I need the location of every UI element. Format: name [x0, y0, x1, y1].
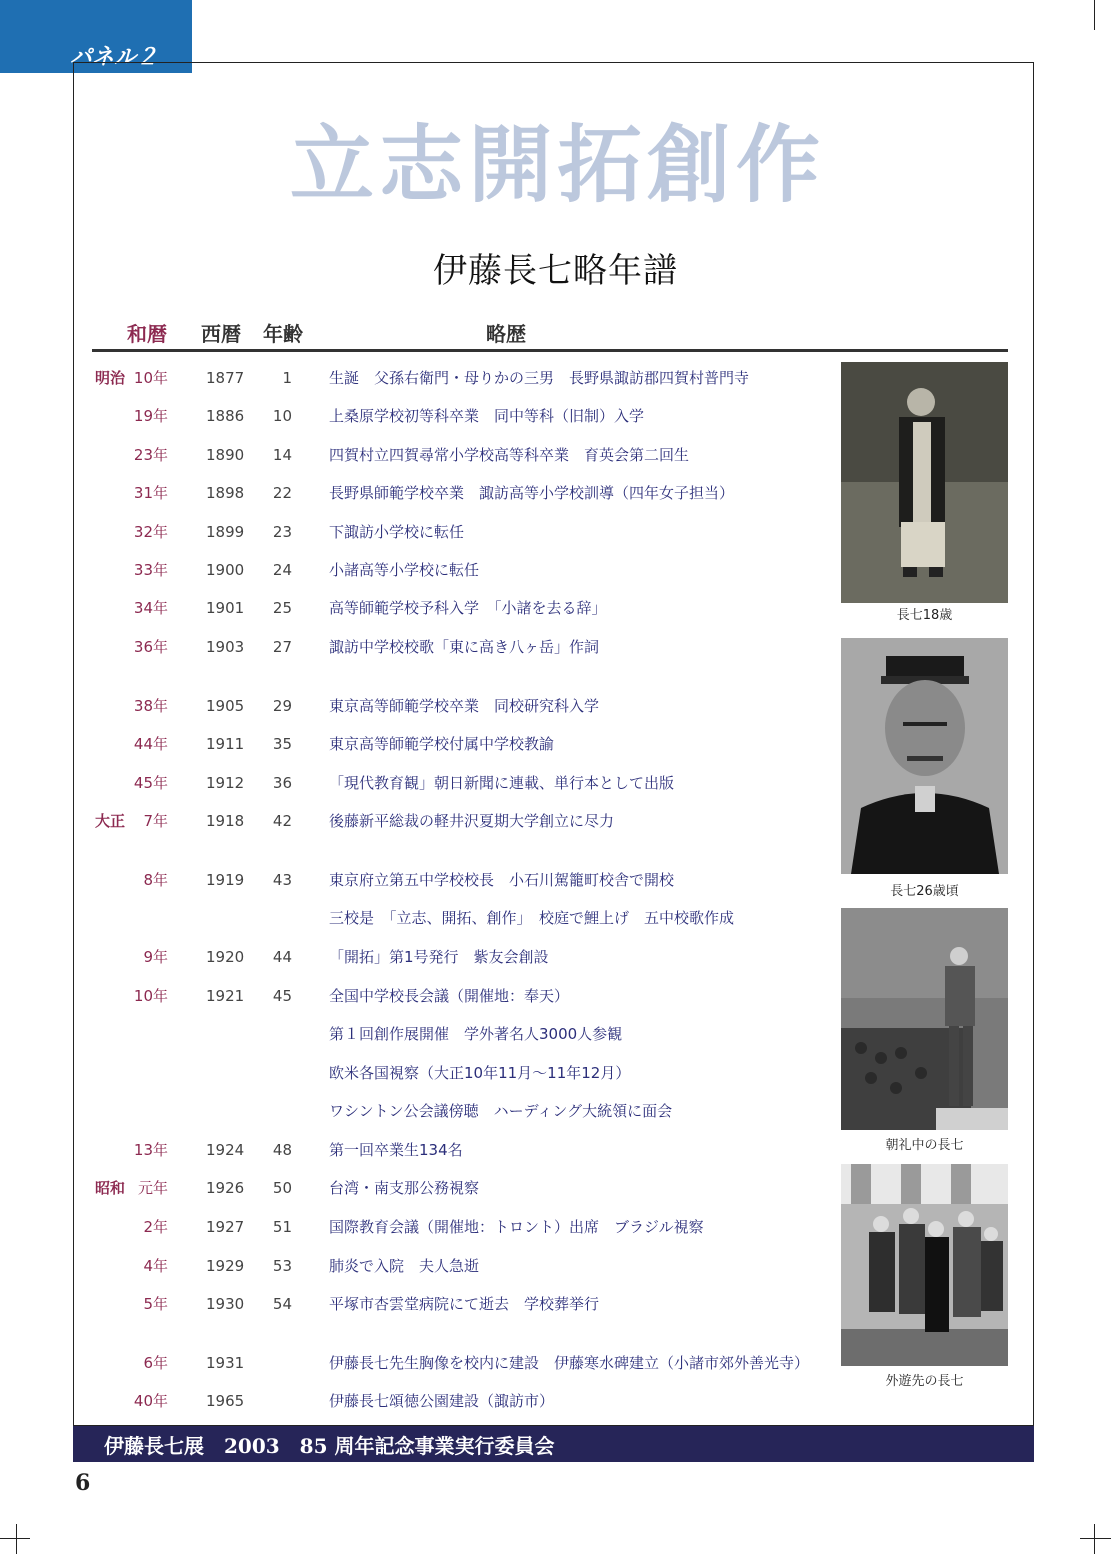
age-value: 43 [272, 871, 292, 889]
age-value: 27 [272, 638, 292, 656]
japanese-year: 44年 [133, 735, 168, 753]
western-year: 1900 [206, 561, 245, 579]
age-value: 25 [272, 599, 292, 617]
group-photo-icon [841, 1164, 1008, 1366]
header-era: 和暦 [127, 322, 167, 346]
timeline-row [0, 1351, 900, 1375]
age-value: 42 [272, 812, 292, 830]
history-text: 小諸高等小学校に転任 [329, 561, 480, 579]
timeline-row [0, 1292, 900, 1316]
history-text: 全国中学校長会議（開催地：奉天） [329, 987, 570, 1005]
western-year: 1926 [206, 1179, 245, 1197]
history-text: 上桑原学校初等科卒業 同中等科（旧制）入学 [329, 407, 645, 425]
western-year: 1918 [206, 812, 245, 830]
timeline-row [0, 694, 900, 718]
photo-age-18 [841, 362, 1008, 603]
history-text: 高等師範学校予科入学 「小諸を去る辞」 [329, 599, 607, 617]
timeline-row [0, 906, 900, 930]
timeline-row [0, 1022, 900, 1046]
portrait-figure-icon [841, 362, 1008, 603]
crop-mark [1080, 1538, 1111, 1539]
history-text: 東京府立第五中学校校長 小石川駕籠町校舎で開校 [329, 871, 675, 889]
western-year: 1919 [206, 871, 245, 889]
japanese-year: 32年 [133, 523, 168, 541]
age-value: 51 [272, 1218, 292, 1236]
japanese-year: 10年 [133, 369, 168, 387]
western-year: 1921 [206, 987, 245, 1005]
timeline-row [0, 443, 900, 467]
timeline-row [0, 809, 900, 833]
history-text: 「現代教育観」朝日新聞に連載、単行本として出版 [329, 774, 675, 792]
motto-char: 志 [379, 115, 464, 214]
photo-caption: 外遊先の長七 [885, 1374, 964, 1389]
timeline-row [0, 984, 900, 1008]
motto-char: 作 [735, 115, 820, 214]
age-value: 1 [282, 369, 292, 387]
western-year: 1920 [206, 948, 245, 966]
footer-text: 伊藤長七展 2003 85 周年記念事業実行委員会 [104, 1434, 555, 1458]
western-year: 1905 [206, 697, 245, 715]
japanese-year: 23年 [133, 446, 168, 464]
history-text: 下諏訪小学校に転任 [329, 523, 465, 541]
japanese-year: 33年 [133, 561, 168, 579]
crop-mark [1094, 1524, 1095, 1554]
japanese-year: 5年 [143, 1295, 168, 1313]
age-value: 22 [272, 484, 292, 502]
era-label: 大正 [95, 812, 126, 830]
japanese-year: 7年 [143, 812, 168, 830]
timeline-row [0, 1389, 900, 1413]
timeline-row [0, 1061, 900, 1085]
crop-mark [0, 1538, 30, 1539]
timeline-row [0, 596, 900, 620]
japanese-year: 31年 [133, 484, 168, 502]
history-text: 諏訪中学校校歌「東に高き八ヶ岳」作詞 [329, 638, 600, 656]
timeline-row [0, 868, 900, 892]
western-year: 1931 [206, 1354, 245, 1372]
western-year: 1886 [206, 407, 245, 425]
panel-label: パネル２ [70, 45, 159, 70]
history-text: 「開拓」第1号発行 紫友会創設 [329, 948, 549, 966]
japanese-year: 45年 [133, 774, 168, 792]
photo-caption: 長七18歳 [896, 608, 953, 623]
photo-abroad [841, 1164, 1008, 1366]
western-year: 1898 [206, 484, 245, 502]
japanese-year: 6年 [143, 1354, 168, 1372]
age-value: 45 [272, 987, 292, 1005]
age-value: 14 [272, 446, 292, 464]
japanese-year: 36年 [133, 638, 168, 656]
header-age: 年齢 [263, 322, 303, 346]
timeline-row [0, 366, 900, 390]
photo-age-26 [841, 638, 1008, 874]
japanese-year: 2年 [143, 1218, 168, 1236]
page-number: 6 [75, 1470, 91, 1496]
age-value: 29 [272, 697, 292, 715]
western-year: 1877 [206, 369, 245, 387]
japanese-year: 8年 [143, 871, 168, 889]
motto-calligraphy [290, 110, 820, 220]
age-value: 48 [272, 1141, 292, 1159]
history-text: 平塚市杏雲堂病院にて逝去 学校葬挙行 [329, 1295, 600, 1313]
timeline-row [0, 558, 900, 582]
western-year: 1912 [206, 774, 245, 792]
timeline-row [0, 771, 900, 795]
header-history: 略歴 [486, 322, 526, 346]
age-value: 23 [272, 523, 292, 541]
history-text: 第一回卒業生134名 [329, 1141, 463, 1159]
timeline-row [0, 1254, 900, 1278]
age-value: 35 [272, 735, 292, 753]
age-value: 44 [272, 948, 292, 966]
age-value: 36 [272, 774, 292, 792]
western-year: 1965 [206, 1392, 245, 1410]
japanese-year: 13年 [133, 1141, 168, 1159]
japanese-year: 元年 [137, 1179, 168, 1197]
japanese-year: 4年 [143, 1257, 168, 1275]
header-year: 西暦 [201, 322, 241, 346]
timeline-row [0, 1176, 900, 1200]
western-year: 1890 [206, 446, 245, 464]
japanese-year: 9年 [143, 948, 168, 966]
assembly-scene-icon [841, 908, 1008, 1130]
history-text: 欧米各国視察（大正10年11月～11年12月） [329, 1064, 631, 1082]
era-label: 明治 [95, 369, 126, 387]
western-year: 1899 [206, 523, 245, 541]
age-value: 54 [272, 1295, 292, 1313]
western-year: 1929 [206, 1257, 245, 1275]
portrait-uniform-icon [841, 638, 1008, 874]
timeline-row [0, 404, 900, 428]
photo-caption: 長七26歳頃 [890, 884, 959, 899]
japanese-year: 38年 [133, 697, 168, 715]
japanese-year: 10年 [133, 987, 168, 1005]
western-year: 1911 [206, 735, 245, 753]
japanese-year: 40年 [133, 1392, 168, 1410]
history-text: 東京高等師範学校卒業 同校研究科入学 [329, 697, 600, 715]
photo-morning-assembly [841, 908, 1008, 1130]
age-value: 24 [272, 561, 292, 579]
timeline-row [0, 945, 900, 969]
timeline-row [0, 1138, 900, 1162]
history-text: 長野県師範学校卒業 諏訪高等小学校訓導（四年女子担当） [329, 484, 735, 502]
history-text: 国際教育会議（開催地：トロント）出席 ブラジル視察 [329, 1218, 704, 1236]
history-text: ワシントン公会議傍聴 ハーディング大統領に面会 [329, 1102, 673, 1120]
western-year: 1924 [206, 1141, 245, 1159]
page-title: 伊藤長七略年譜 [433, 251, 678, 291]
age-value: 50 [272, 1179, 292, 1197]
timeline-row [0, 635, 900, 659]
crop-mark [16, 1524, 17, 1554]
history-text: 東京高等師範学校付属中学校教諭 [329, 735, 555, 753]
era-label: 昭和 [95, 1179, 126, 1197]
history-text: 伊藤長七先生胸像を校内に建設 伊藤寒水碑建立（小諸市郊外善光寺） [329, 1354, 810, 1372]
history-text: 生誕 父孫右衛門・母りかの三男 長野県諏訪郡四賀村普門寺 [329, 369, 750, 387]
history-text: 四賀村立四賀尋常小学校高等科卒業 育英会第二回生 [329, 446, 690, 464]
age-value: 53 [272, 1257, 292, 1275]
western-year: 1927 [206, 1218, 245, 1236]
photo-caption: 朝礼中の長七 [885, 1138, 964, 1153]
motto-char: 創 [646, 115, 731, 214]
western-year: 1903 [206, 638, 245, 656]
history-text: 伊藤長七頌徳公園建設（諏訪市） [329, 1392, 555, 1410]
timeline-row [0, 732, 900, 756]
header-divider [92, 349, 1008, 352]
motto-char: 拓 [557, 115, 642, 214]
timeline-row [0, 481, 900, 505]
timeline-row [0, 520, 900, 544]
japanese-year: 34年 [133, 599, 168, 617]
history-text: 後藤新平総裁の軽井沢夏期大学創立に尽力 [329, 812, 615, 830]
timeline-row [0, 1099, 900, 1123]
motto-char: 開 [468, 115, 553, 214]
japanese-year: 19年 [133, 407, 168, 425]
footer-bar [73, 1426, 1034, 1462]
timeline-row [0, 1215, 900, 1239]
western-year: 1930 [206, 1295, 245, 1313]
western-year: 1901 [206, 599, 245, 617]
history-text: 第１回創作展開催 学外著名人3000人参観 [329, 1025, 623, 1043]
history-text: 台湾・南支那公務視察 [329, 1179, 480, 1197]
motto-char: 立 [290, 115, 375, 214]
history-text: 肺炎で入院 夫人急逝 [329, 1257, 480, 1275]
history-text: 三校是 「立志、開拓、創作」 校庭で鯉上げ 五中校歌作成 [329, 909, 735, 927]
age-value: 10 [272, 407, 292, 425]
crop-mark [1094, 0, 1095, 30]
